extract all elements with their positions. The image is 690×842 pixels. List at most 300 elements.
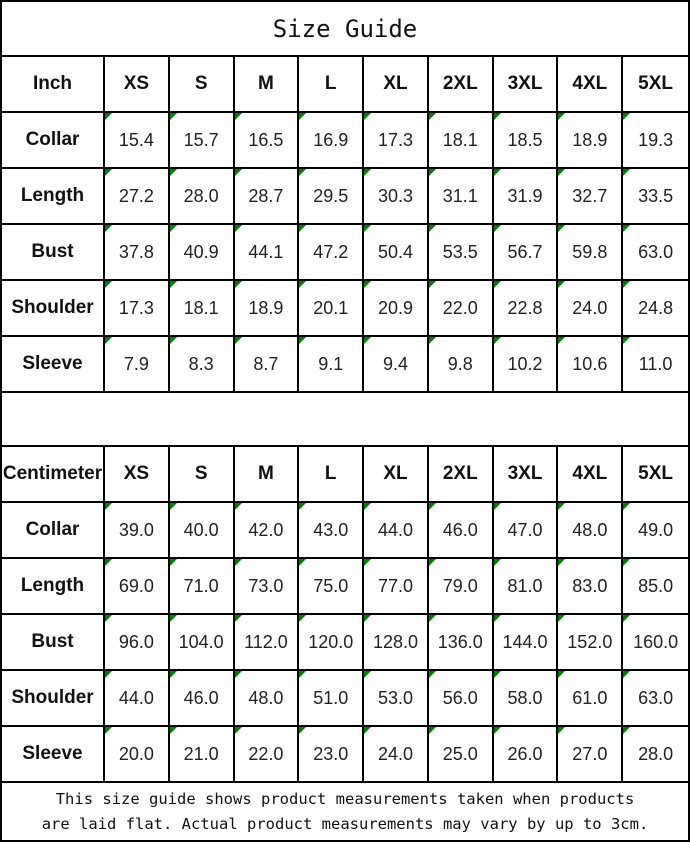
cell-marker-triangle-icon [105, 615, 112, 622]
value-cell [623, 337, 688, 393]
value-cell [235, 559, 300, 615]
cell-value: 61.0 [572, 687, 608, 708]
value-cell [429, 113, 494, 169]
unit-header-cell: Inch [2, 57, 105, 113]
cell-marker-triangle-icon [429, 169, 436, 176]
value-cell [623, 503, 688, 559]
value-cell [558, 503, 623, 559]
cell-value: 49.0 [638, 519, 674, 540]
cell-value: 33.5 [638, 185, 674, 206]
cell-value: 20.0 [118, 743, 154, 764]
size-header-cell: 2XL [429, 447, 494, 503]
cell-value: 22.8 [507, 297, 543, 318]
value-cell [429, 169, 494, 225]
cell-value: 31.9 [507, 185, 543, 206]
cell-marker-triangle-icon [170, 225, 177, 232]
cell-marker-triangle-icon [494, 225, 501, 232]
size-header-cell: M [235, 57, 300, 113]
cell-marker-triangle-icon [429, 281, 436, 288]
cell-value: 17.3 [377, 129, 414, 150]
value-cell [235, 671, 300, 727]
cell-marker-triangle-icon [235, 281, 242, 288]
cell-value: 96.0 [118, 631, 154, 652]
value-cell [170, 225, 235, 281]
cell-value: 51.0 [313, 687, 349, 708]
cell-marker-triangle-icon [235, 225, 242, 232]
cell-marker-triangle-icon [623, 503, 630, 510]
cell-value: 20.9 [377, 297, 414, 318]
cell-value: 44.0 [377, 519, 414, 540]
value-cell [170, 113, 235, 169]
cell-marker-triangle-icon [364, 671, 371, 678]
cell-value: 17.3 [118, 297, 154, 318]
value-cell [170, 727, 235, 783]
cell-marker-triangle-icon [429, 671, 436, 678]
cell-marker-triangle-icon [299, 281, 306, 288]
cell-value: 28.7 [248, 185, 284, 206]
cell-value: 44.0 [118, 687, 154, 708]
row-label-cell: Sleeve [2, 727, 105, 783]
cell-value: 48.0 [572, 519, 608, 540]
cell-value: 32.7 [572, 185, 608, 206]
cell-value: 24.8 [638, 297, 674, 318]
value-cell [299, 225, 364, 281]
cell-value: 53.0 [377, 687, 414, 708]
cell-value: 29.5 [313, 185, 349, 206]
cell-value: 79.0 [442, 575, 478, 596]
value-cell [623, 727, 688, 783]
value-cell [494, 113, 559, 169]
value-cell [623, 559, 688, 615]
cell-value: 28.0 [638, 743, 674, 764]
cell-value: 18.1 [442, 129, 478, 150]
value-cell [299, 615, 364, 671]
cell-marker-triangle-icon [105, 337, 112, 344]
cell-marker-triangle-icon [558, 113, 565, 120]
cell-value: 18.9 [572, 129, 608, 150]
cell-marker-triangle-icon [364, 337, 371, 344]
value-cell [105, 113, 170, 169]
size-header-cell: L [299, 447, 364, 503]
value-cell [364, 727, 429, 783]
cell-marker-triangle-icon [105, 559, 112, 566]
value-cell [105, 671, 170, 727]
cell-marker-triangle-icon [558, 559, 565, 566]
cell-value: 75.0 [313, 575, 349, 596]
cell-marker-triangle-icon [364, 727, 371, 734]
cell-value: 44.1 [248, 241, 284, 262]
value-cell [364, 671, 429, 727]
cell-value: 144.0 [502, 631, 548, 652]
value-cell [299, 337, 364, 393]
value-cell [558, 225, 623, 281]
value-cell [494, 337, 559, 393]
value-cell [364, 337, 429, 393]
cell-marker-triangle-icon [170, 281, 177, 288]
cell-marker-triangle-icon [105, 225, 112, 232]
cell-value: 69.0 [118, 575, 154, 596]
value-cell [494, 503, 559, 559]
row-label-cell: Shoulder [2, 671, 105, 727]
value-cell [170, 169, 235, 225]
footer-note-line: are laid flat. Actual product measurements may vary by up to 3cm. [41, 814, 649, 833]
value-cell [235, 113, 300, 169]
value-cell [299, 671, 364, 727]
cell-value: 128.0 [372, 631, 419, 652]
cell-value: 27.2 [118, 185, 154, 206]
cell-marker-triangle-icon [299, 671, 306, 678]
cell-marker-triangle-icon [364, 281, 371, 288]
value-cell [558, 281, 623, 337]
cell-marker-triangle-icon [558, 615, 565, 622]
cell-marker-triangle-icon [235, 113, 242, 120]
cell-marker-triangle-icon [429, 113, 436, 120]
cell-value: 31.1 [442, 185, 478, 206]
cell-value: 50.4 [377, 241, 414, 262]
cell-value: 20.1 [313, 297, 349, 318]
value-cell [364, 503, 429, 559]
cell-value: 73.0 [248, 575, 284, 596]
cell-value: 37.8 [118, 241, 154, 262]
cell-value: 9.4 [382, 353, 408, 374]
value-cell [299, 169, 364, 225]
value-cell [170, 503, 235, 559]
cell-value: 11.0 [638, 353, 673, 374]
cell-value: 48.0 [248, 687, 284, 708]
cell-marker-triangle-icon [235, 559, 242, 566]
cell-marker-triangle-icon [558, 169, 565, 176]
value-cell [299, 113, 364, 169]
cell-value: 16.5 [248, 129, 284, 150]
cell-marker-triangle-icon [105, 727, 112, 734]
cell-marker-triangle-icon [299, 727, 306, 734]
cell-marker-triangle-icon [623, 281, 630, 288]
value-cell [623, 281, 688, 337]
value-cell [558, 727, 623, 783]
value-cell [299, 727, 364, 783]
size-header-cell: XL [364, 57, 429, 113]
cell-marker-triangle-icon [364, 559, 371, 566]
cell-value: 10.6 [572, 353, 608, 374]
cell-marker-triangle-icon [235, 337, 242, 344]
cell-value: 136.0 [437, 631, 483, 652]
cell-marker-triangle-icon [235, 727, 242, 734]
value-cell [623, 225, 688, 281]
value-cell [235, 169, 300, 225]
value-cell [364, 559, 429, 615]
value-cell [364, 169, 429, 225]
cell-marker-triangle-icon [494, 727, 501, 734]
cell-marker-triangle-icon [494, 559, 501, 566]
value-cell [235, 503, 300, 559]
cell-marker-triangle-icon [364, 113, 371, 120]
cell-marker-triangle-icon [299, 337, 306, 344]
cell-value: 53.5 [442, 241, 478, 262]
cell-marker-triangle-icon [429, 615, 436, 622]
cell-marker-triangle-icon [494, 503, 501, 510]
cell-value: 63.0 [638, 687, 674, 708]
cell-marker-triangle-icon [170, 615, 177, 622]
cell-marker-triangle-icon [623, 559, 630, 566]
row-label-cell: Length [2, 169, 105, 225]
size-header-cell: S [170, 57, 235, 113]
cell-marker-triangle-icon [299, 615, 306, 622]
cell-value: 81.0 [507, 575, 543, 596]
value-cell [299, 503, 364, 559]
cell-marker-triangle-icon [623, 225, 630, 232]
value-cell [558, 337, 623, 393]
cell-value: 120.0 [308, 631, 354, 652]
cell-value: 71.0 [183, 575, 219, 596]
cell-value: 112.0 [244, 631, 288, 652]
cell-value: 83.0 [572, 575, 608, 596]
value-cell [494, 559, 559, 615]
cell-value: 47.2 [313, 241, 349, 262]
size-header-cell: XL [364, 447, 429, 503]
value-cell [105, 225, 170, 281]
cell-marker-triangle-icon [623, 113, 630, 120]
row-label-cell: Collar [2, 113, 105, 169]
value-cell [623, 615, 688, 671]
cell-value: 15.7 [183, 129, 219, 150]
value-cell [364, 113, 429, 169]
value-cell [235, 615, 300, 671]
cell-marker-triangle-icon [623, 671, 630, 678]
value-cell [170, 671, 235, 727]
cell-marker-triangle-icon [494, 281, 501, 288]
value-cell [429, 671, 494, 727]
value-cell [364, 281, 429, 337]
cell-value: 77.0 [377, 575, 414, 596]
cell-marker-triangle-icon [235, 503, 242, 510]
cell-value: 18.1 [183, 297, 219, 318]
value-cell [494, 281, 559, 337]
size-header-cell: 3XL [494, 57, 559, 113]
cell-value: 27.0 [572, 743, 608, 764]
value-cell [429, 615, 494, 671]
cell-marker-triangle-icon [235, 615, 242, 622]
footer-note [2, 783, 688, 840]
page-title: Size Guide [2, 2, 688, 57]
value-cell [364, 615, 429, 671]
value-cell [494, 671, 559, 727]
cell-marker-triangle-icon [494, 113, 501, 120]
cell-marker-triangle-icon [170, 169, 177, 176]
value-cell [299, 281, 364, 337]
cell-value: 23.0 [313, 743, 349, 764]
cell-marker-triangle-icon [170, 727, 177, 734]
cell-value: 39.0 [118, 519, 154, 540]
cell-marker-triangle-icon [170, 559, 177, 566]
cell-value: 18.5 [507, 129, 543, 150]
cell-value: 26.0 [507, 743, 543, 764]
value-cell [105, 727, 170, 783]
value-cell [299, 559, 364, 615]
cell-value: 21.0 [183, 743, 219, 764]
cell-value: 28.0 [183, 185, 219, 206]
cell-marker-triangle-icon [170, 671, 177, 678]
cell-marker-triangle-icon [364, 225, 371, 232]
cell-marker-triangle-icon [558, 671, 565, 678]
cell-marker-triangle-icon [429, 559, 436, 566]
cell-value: 85.0 [638, 575, 674, 596]
value-cell [558, 113, 623, 169]
cell-value: 19.3 [638, 129, 674, 150]
value-cell [429, 281, 494, 337]
value-cell [105, 615, 170, 671]
size-header-cell: 4XL [558, 447, 623, 503]
footer-note-line: This size guide shows product measurements taken when products [55, 790, 635, 809]
value-cell [170, 281, 235, 337]
size-header-cell: 3XL [494, 447, 559, 503]
cell-marker-triangle-icon [623, 727, 630, 734]
cell-marker-triangle-icon [494, 337, 501, 344]
cell-marker-triangle-icon [170, 503, 177, 510]
cell-value: 7.9 [123, 353, 149, 374]
size-header-cell: S [170, 447, 235, 503]
row-label-cell: Bust [2, 225, 105, 281]
value-cell [105, 169, 170, 225]
cell-value: 43.0 [313, 519, 349, 540]
cell-marker-triangle-icon [364, 169, 371, 176]
cell-marker-triangle-icon [623, 615, 630, 622]
cell-marker-triangle-icon [429, 337, 436, 344]
value-cell [170, 615, 235, 671]
value-cell [429, 503, 494, 559]
cell-value: 18.9 [248, 297, 284, 318]
value-cell [364, 225, 429, 281]
cell-value: 15.4 [118, 129, 154, 150]
value-cell [494, 727, 559, 783]
cell-marker-triangle-icon [364, 615, 371, 622]
cell-value: 8.7 [253, 353, 279, 374]
size-header-cell: XS [105, 447, 170, 503]
cell-marker-triangle-icon [558, 337, 565, 344]
value-cell [623, 113, 688, 169]
cell-value: 16.9 [313, 129, 349, 150]
cell-value: 47.0 [507, 519, 543, 540]
cell-value: 59.8 [572, 241, 608, 262]
cell-marker-triangle-icon [105, 671, 112, 678]
cell-value: 46.0 [183, 687, 219, 708]
cell-value: 40.0 [183, 519, 219, 540]
value-cell [235, 281, 300, 337]
centimeter-table [2, 447, 688, 783]
size-header-cell: 5XL [623, 57, 688, 113]
value-cell [429, 559, 494, 615]
cell-value: 22.0 [442, 297, 478, 318]
cell-value: 25.0 [442, 743, 478, 764]
cell-marker-triangle-icon [235, 169, 242, 176]
value-cell [235, 727, 300, 783]
cell-value: 63.0 [638, 241, 674, 262]
row-label-cell: Bust [2, 615, 105, 671]
value-cell [429, 337, 494, 393]
row-label-cell: Sleeve [2, 337, 105, 393]
cell-value: 58.0 [507, 687, 543, 708]
value-cell [170, 337, 235, 393]
row-label-cell: Length [2, 559, 105, 615]
cell-marker-triangle-icon [429, 503, 436, 510]
cell-marker-triangle-icon [299, 559, 306, 566]
cell-marker-triangle-icon [429, 225, 436, 232]
cell-marker-triangle-icon [299, 169, 306, 176]
cell-value: 152.0 [567, 631, 613, 652]
value-cell [105, 281, 170, 337]
cell-value: 104.0 [178, 631, 224, 652]
value-cell [429, 727, 494, 783]
cell-marker-triangle-icon [494, 671, 501, 678]
value-cell [429, 225, 494, 281]
value-cell [494, 615, 559, 671]
size-header-cell: 4XL [558, 57, 623, 113]
value-cell [623, 169, 688, 225]
cell-value: 9.1 [318, 353, 344, 374]
cell-value: 22.0 [248, 743, 284, 764]
cell-value: 56.7 [507, 241, 543, 262]
cell-marker-triangle-icon [623, 337, 630, 344]
value-cell [235, 225, 300, 281]
cell-value: 56.0 [442, 687, 478, 708]
cell-marker-triangle-icon [558, 225, 565, 232]
size-header-cell: L [299, 57, 364, 113]
cell-marker-triangle-icon [170, 113, 177, 120]
cell-value: 9.8 [447, 353, 473, 374]
value-cell [235, 337, 300, 393]
row-label-cell: Collar [2, 503, 105, 559]
value-cell [558, 615, 623, 671]
value-cell [105, 559, 170, 615]
spacer-row [2, 393, 688, 447]
value-cell [494, 225, 559, 281]
cell-marker-triangle-icon [299, 225, 306, 232]
value-cell [105, 503, 170, 559]
cell-value: 160.0 [633, 631, 679, 652]
size-header-cell: XS [105, 57, 170, 113]
value-cell [623, 671, 688, 727]
cell-value: 46.0 [442, 519, 478, 540]
size-header-cell: 5XL [623, 447, 688, 503]
cell-marker-triangle-icon [299, 113, 306, 120]
cell-marker-triangle-icon [494, 169, 501, 176]
value-cell [558, 671, 623, 727]
cell-marker-triangle-icon [235, 671, 242, 678]
cell-value: 42.0 [248, 519, 284, 540]
unit-header-cell: Centimeter [2, 447, 105, 503]
cell-marker-triangle-icon [364, 503, 371, 510]
size-header-cell: 2XL [429, 57, 494, 113]
cell-value: 10.2 [507, 353, 543, 374]
row-label-cell: Shoulder [2, 281, 105, 337]
inch-table [2, 57, 688, 393]
cell-value: 40.9 [183, 241, 219, 262]
cell-marker-triangle-icon [558, 281, 565, 288]
value-cell [105, 337, 170, 393]
cell-marker-triangle-icon [105, 281, 112, 288]
cell-marker-triangle-icon [429, 727, 436, 734]
cell-value: 8.3 [188, 353, 214, 374]
value-cell [494, 169, 559, 225]
value-cell [558, 169, 623, 225]
cell-marker-triangle-icon [105, 503, 112, 510]
value-cell [558, 559, 623, 615]
cell-marker-triangle-icon [558, 727, 565, 734]
cell-marker-triangle-icon [494, 615, 501, 622]
value-cell [170, 559, 235, 615]
cell-marker-triangle-icon [170, 337, 177, 344]
cell-marker-triangle-icon [558, 503, 565, 510]
cell-value: 30.3 [377, 185, 414, 206]
